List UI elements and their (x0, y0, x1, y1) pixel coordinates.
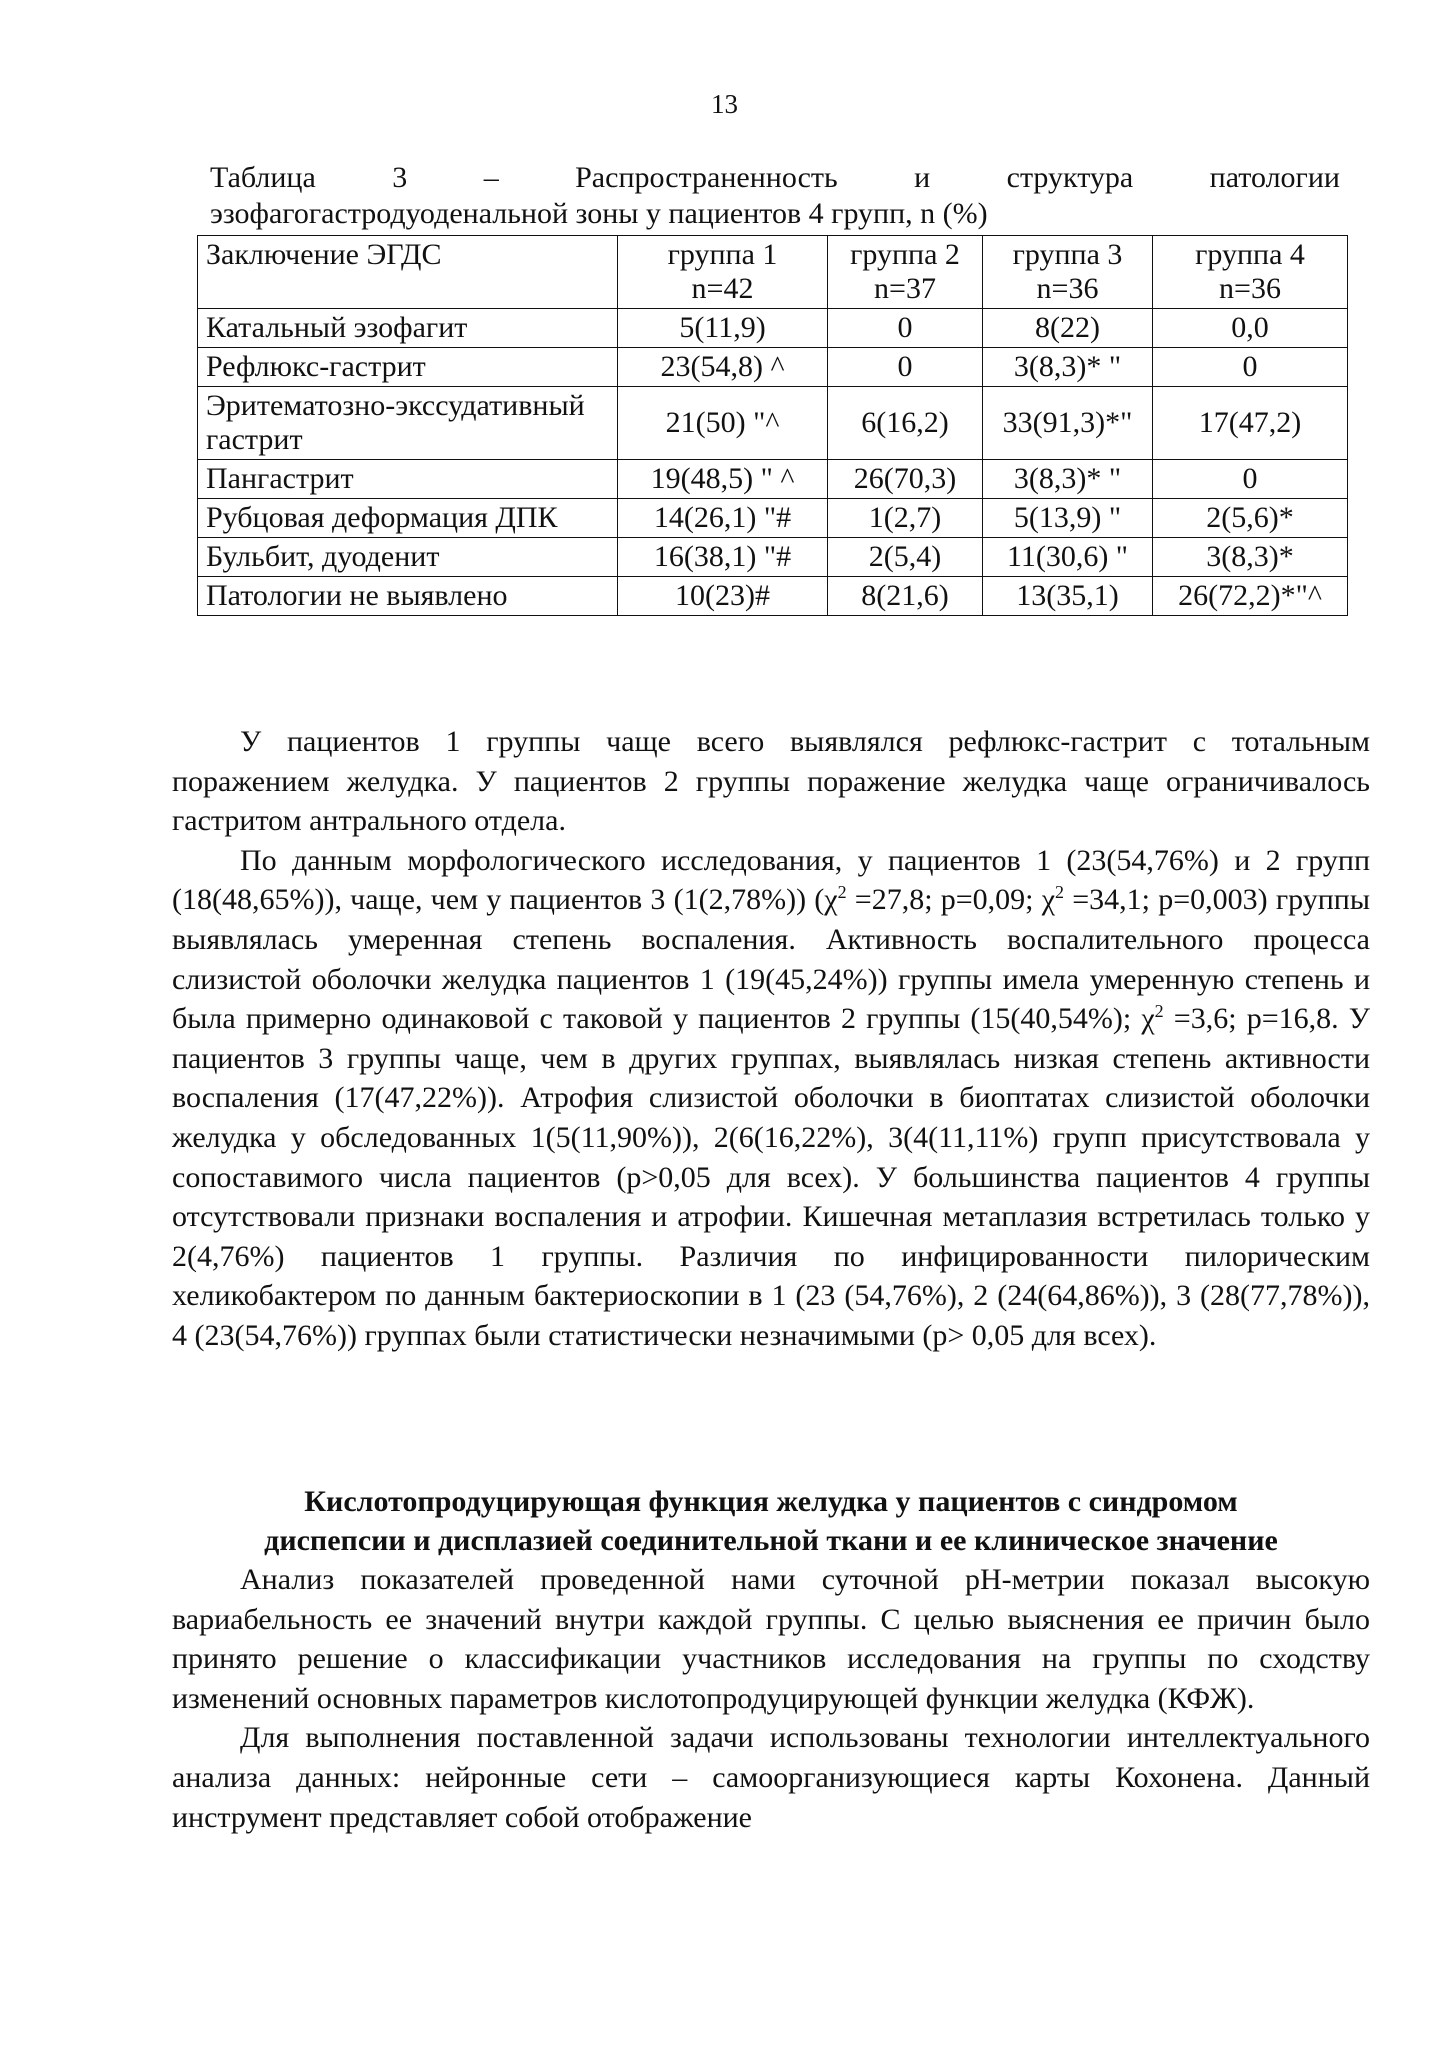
caption-word: патологии (1209, 161, 1340, 194)
header-group-3: группа 3 n=36 (983, 236, 1153, 309)
table-row (198, 499, 1348, 538)
row-label: Рефлюкс-гастрит (198, 348, 618, 387)
table-cell: 11(30,6) " (983, 538, 1153, 577)
table-cell: 26(70,3) (828, 460, 983, 499)
paragraph-morphology: По данным морфологического исследования, у пациентов 1 (23(54,76%) и 2 групп (18(48,65%)), чаще, чем у пациентов 3 (1(2,78%)) ($\chi^2 =27,8$; р=0,09; $\chi^2 =34,1$; р=0,003) группы выявлялась умеренная степень воспаления. Активность воспалительного процесса слизистой оболочки желудка пациентов 1 (19(45,24%)) группы имела умеренную степень и была примерно одинаковой с таковой у пациентов 2 группы (15(40,54%); $\chi^2 =3,6$; р=16,8. У пациентов 3 группы чаще, чем в других группах, выявлялась низкая степень активности воспаления (17(47,22%)). Атрофия слизистой оболочки в биоптатах слизистой оболочки желудка у обследованных 1(5(11,90%)), 2(6(16,22%), 3(4(11,11%) групп присутствовала у сопоставимого числа пациентов (р>0,05 для всех). У большинства пациентов 4 группы отсутствовали признаки воспаления и атрофии. Кишечная метаплазия встретилась только у 2(4,76%) пациентов 1 группы. Различия по инфицированности пилорическим хеликобактером по данным бактериоскопии в 1 (23 (54,76%), 2 (24(64,86%)), 3 (28(77,78%)), 4 (23(54,76%)) группах были статистически незначимыми (р> 0,05 для всех). (172, 843, 1371, 1352)
header-label: Заключение ЭГДС (198, 236, 618, 309)
table-cell: 21(50) "^ (618, 387, 828, 460)
table-cell: 0 (828, 309, 983, 348)
row-label: Бульбит, дуоденит (198, 538, 618, 577)
table-cell: 3(8,3)* (1153, 538, 1348, 577)
table-row (198, 460, 1348, 499)
table-cell: 5(13,9) " (983, 499, 1153, 538)
table-cell: 2(5,4) (828, 538, 983, 577)
caption-line-1 (210, 160, 1340, 196)
table-row (198, 309, 1348, 348)
row-label: Катальный эзофагит (198, 309, 618, 348)
caption-line-2: эзофагогастродуоденальной зоны у пациентов 4 групп, n (%) (210, 197, 988, 230)
table-cell: 10(23)# (618, 577, 828, 616)
table-cell: 16(38,1) "# (618, 538, 828, 577)
table-cell: 33(91,3)*" (983, 387, 1153, 460)
header-group-4: группа 4 n=36 (1153, 236, 1348, 309)
table-cell: 13(35,1) (983, 577, 1153, 616)
row-label: Эритематозно-экссудативный гастрит (198, 387, 618, 460)
table-cell: 1(2,7) (828, 499, 983, 538)
paragraph-kohonen: Для выполнения поставленной задачи использованы технологии интеллектуального анализа данных: нейронные сети – самоорганизующиеся карты Кохонена. Данный инструмент представляет собой отображение (172, 1721, 1370, 1834)
caption-word: Таблица (210, 161, 316, 194)
header-group-2: группа 2 n=37 (828, 236, 983, 309)
table-caption (210, 160, 1340, 232)
table-row (198, 577, 1348, 616)
row-label: Пангастрит (198, 460, 618, 499)
table-cell: 8(22) (983, 309, 1153, 348)
table-cell: 8(21,6) (828, 577, 983, 616)
paragraph-ph-metry: Анализ показателей проведенной нами суточной рН-метрии показал высокую вариабельность ее значений внутри каждой группы. С целью выяснения ее причин было принято решение о классификации участников исследования на группы по сходству изменений основных параметров кислотопродуцирующей функции желудка (КФЖ). (172, 1563, 1370, 1715)
table-row (198, 387, 1348, 460)
table-cell: 5(11,9) (618, 309, 828, 348)
caption-word: 3 (392, 161, 408, 194)
table-cell: 2(5,6)* (1153, 499, 1348, 538)
table-cell: 0 (1153, 348, 1348, 387)
table-cell: 0,0 (1153, 309, 1348, 348)
section-heading: Кислотопродуцирующая функция желудка у пациентов с синдромом диспепсии и дисплазией соединительной ткани и ее клиническое значение (264, 1485, 1278, 1557)
table-cell: 6(16,2) (828, 387, 983, 460)
caption-word: – (483, 161, 499, 194)
body-text-block-1 (172, 722, 1370, 1356)
table-cell: 17(47,2) (1153, 387, 1348, 460)
table-cell: 23(54,8) ^ (618, 348, 828, 387)
table-cell: 0 (1153, 460, 1348, 499)
pathology-table (197, 235, 1348, 616)
paragraph-reflux-summary: У пациентов 1 группы чаще всего выявлялся рефлюкс-гастрит с тотальным поражением желудка. У пациентов 2 группы поражение желудка чаще ограничивалось гастритом антрального отдела. (172, 725, 1370, 838)
row-label: Рубцовая деформация ДПК (198, 499, 618, 538)
table-cell: 3(8,3)* " (983, 348, 1153, 387)
table-cell: 3(8,3)* " (983, 460, 1153, 499)
table-row (198, 348, 1348, 387)
table-row (198, 538, 1348, 577)
table-cell: 14(26,1) "# (618, 499, 828, 538)
page-number: 13 (711, 89, 738, 119)
body-text-block-2 (172, 1560, 1370, 1837)
caption-word: структура (1006, 161, 1134, 194)
caption-word: и (914, 161, 931, 194)
table-cell: 19(48,5) " ^ (618, 460, 828, 499)
table-cell: 26(72,2)*"^ (1153, 577, 1348, 616)
table-cell: 0 (828, 348, 983, 387)
table-header-row (198, 236, 1348, 309)
caption-word: Распространенность (575, 161, 838, 194)
row-label: Патологии не выявлено (198, 577, 618, 616)
header-group-1: группа 1 n=42 (618, 236, 828, 309)
